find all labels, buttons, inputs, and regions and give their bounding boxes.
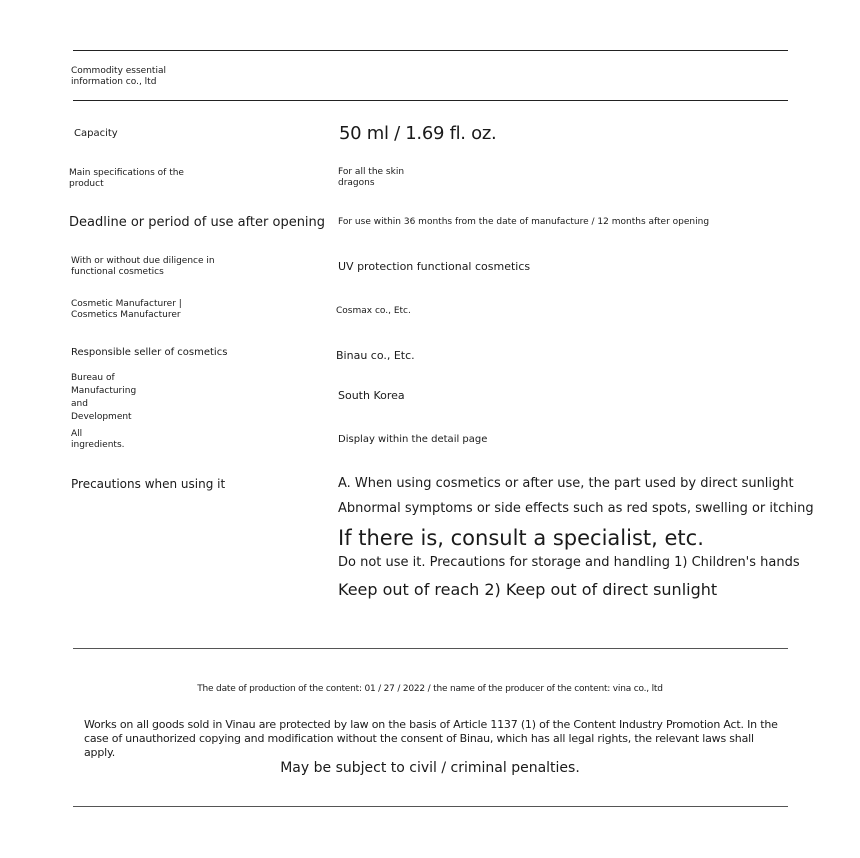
value-responsible-seller: Binau co., Etc. <box>336 349 415 362</box>
value-period-of-use: For use within 36 months from the date of manufacture / 12 months after opening <box>338 217 710 227</box>
value-capacity: 50 ml / 1.69 fl. oz. <box>339 123 497 144</box>
label-manufacturer: Cosmetic Manufacturer | Cosmetics Manufacturer <box>71 299 182 321</box>
bottom-divider <box>73 806 788 807</box>
label-responsible-seller: Responsible seller of cosmetics <box>71 347 228 358</box>
label-capacity: Capacity <box>74 128 118 139</box>
label-main-specifications: Main specifications of the product <box>69 168 184 190</box>
body-divider <box>73 648 788 649</box>
value-main-specifications: For all the skin dragons <box>338 167 405 189</box>
top-divider <box>73 50 788 51</box>
precaution-line-2: Abnormal symptoms or side effects such as red spots, swelling or itching <box>338 501 814 516</box>
value-functional-cosmetics: UV protection functional cosmetics <box>338 260 531 273</box>
production-info: The date of production of the content: 01 / 27 / 2022 / the name of the producer of the content: vina co., ltd <box>197 684 663 694</box>
value-manufacturer: Cosmax co., Etc. <box>336 306 411 316</box>
table-title: Commodity essential information co., ltd <box>71 66 166 88</box>
legal-notice: Works on all goods sold in Vinau are protected by law on the basis of Article 1137 (1) of the Content Industry Promotion Act. In the case of unauthorized copying and modification without the consent of Binau, which has all legal rights, the relevant laws shall apply. <box>84 718 778 759</box>
value-all-ingredients: Display within the detail page <box>338 434 488 445</box>
label-precautions: Precautions when using it <box>71 477 226 491</box>
label-period-of-use: Deadline or period of use after opening <box>69 215 326 230</box>
precaution-line-5: Keep out of reach 2) Keep out of direct sunlight <box>338 580 718 599</box>
label-manufacturing-country: Bureau of Manufacturing and Development <box>71 373 137 422</box>
value-manufacturing-country: South Korea <box>338 389 405 402</box>
label-all-ingredients: All ingredients. <box>71 429 125 451</box>
precaution-line-4: Do not use it. Precautions for storage and handling 1) Children's hands <box>338 555 800 570</box>
precaution-line-1: A. When using cosmetics or after use, the part used by direct sunlight <box>338 476 794 491</box>
precaution-line-3: If there is, consult a specialist, etc. <box>338 526 704 550</box>
header-divider <box>73 100 788 101</box>
label-functional-cosmetics: With or without due diligence in functional cosmetics <box>71 256 215 278</box>
penalty-notice: May be subject to civil / criminal penalties. <box>280 760 580 776</box>
